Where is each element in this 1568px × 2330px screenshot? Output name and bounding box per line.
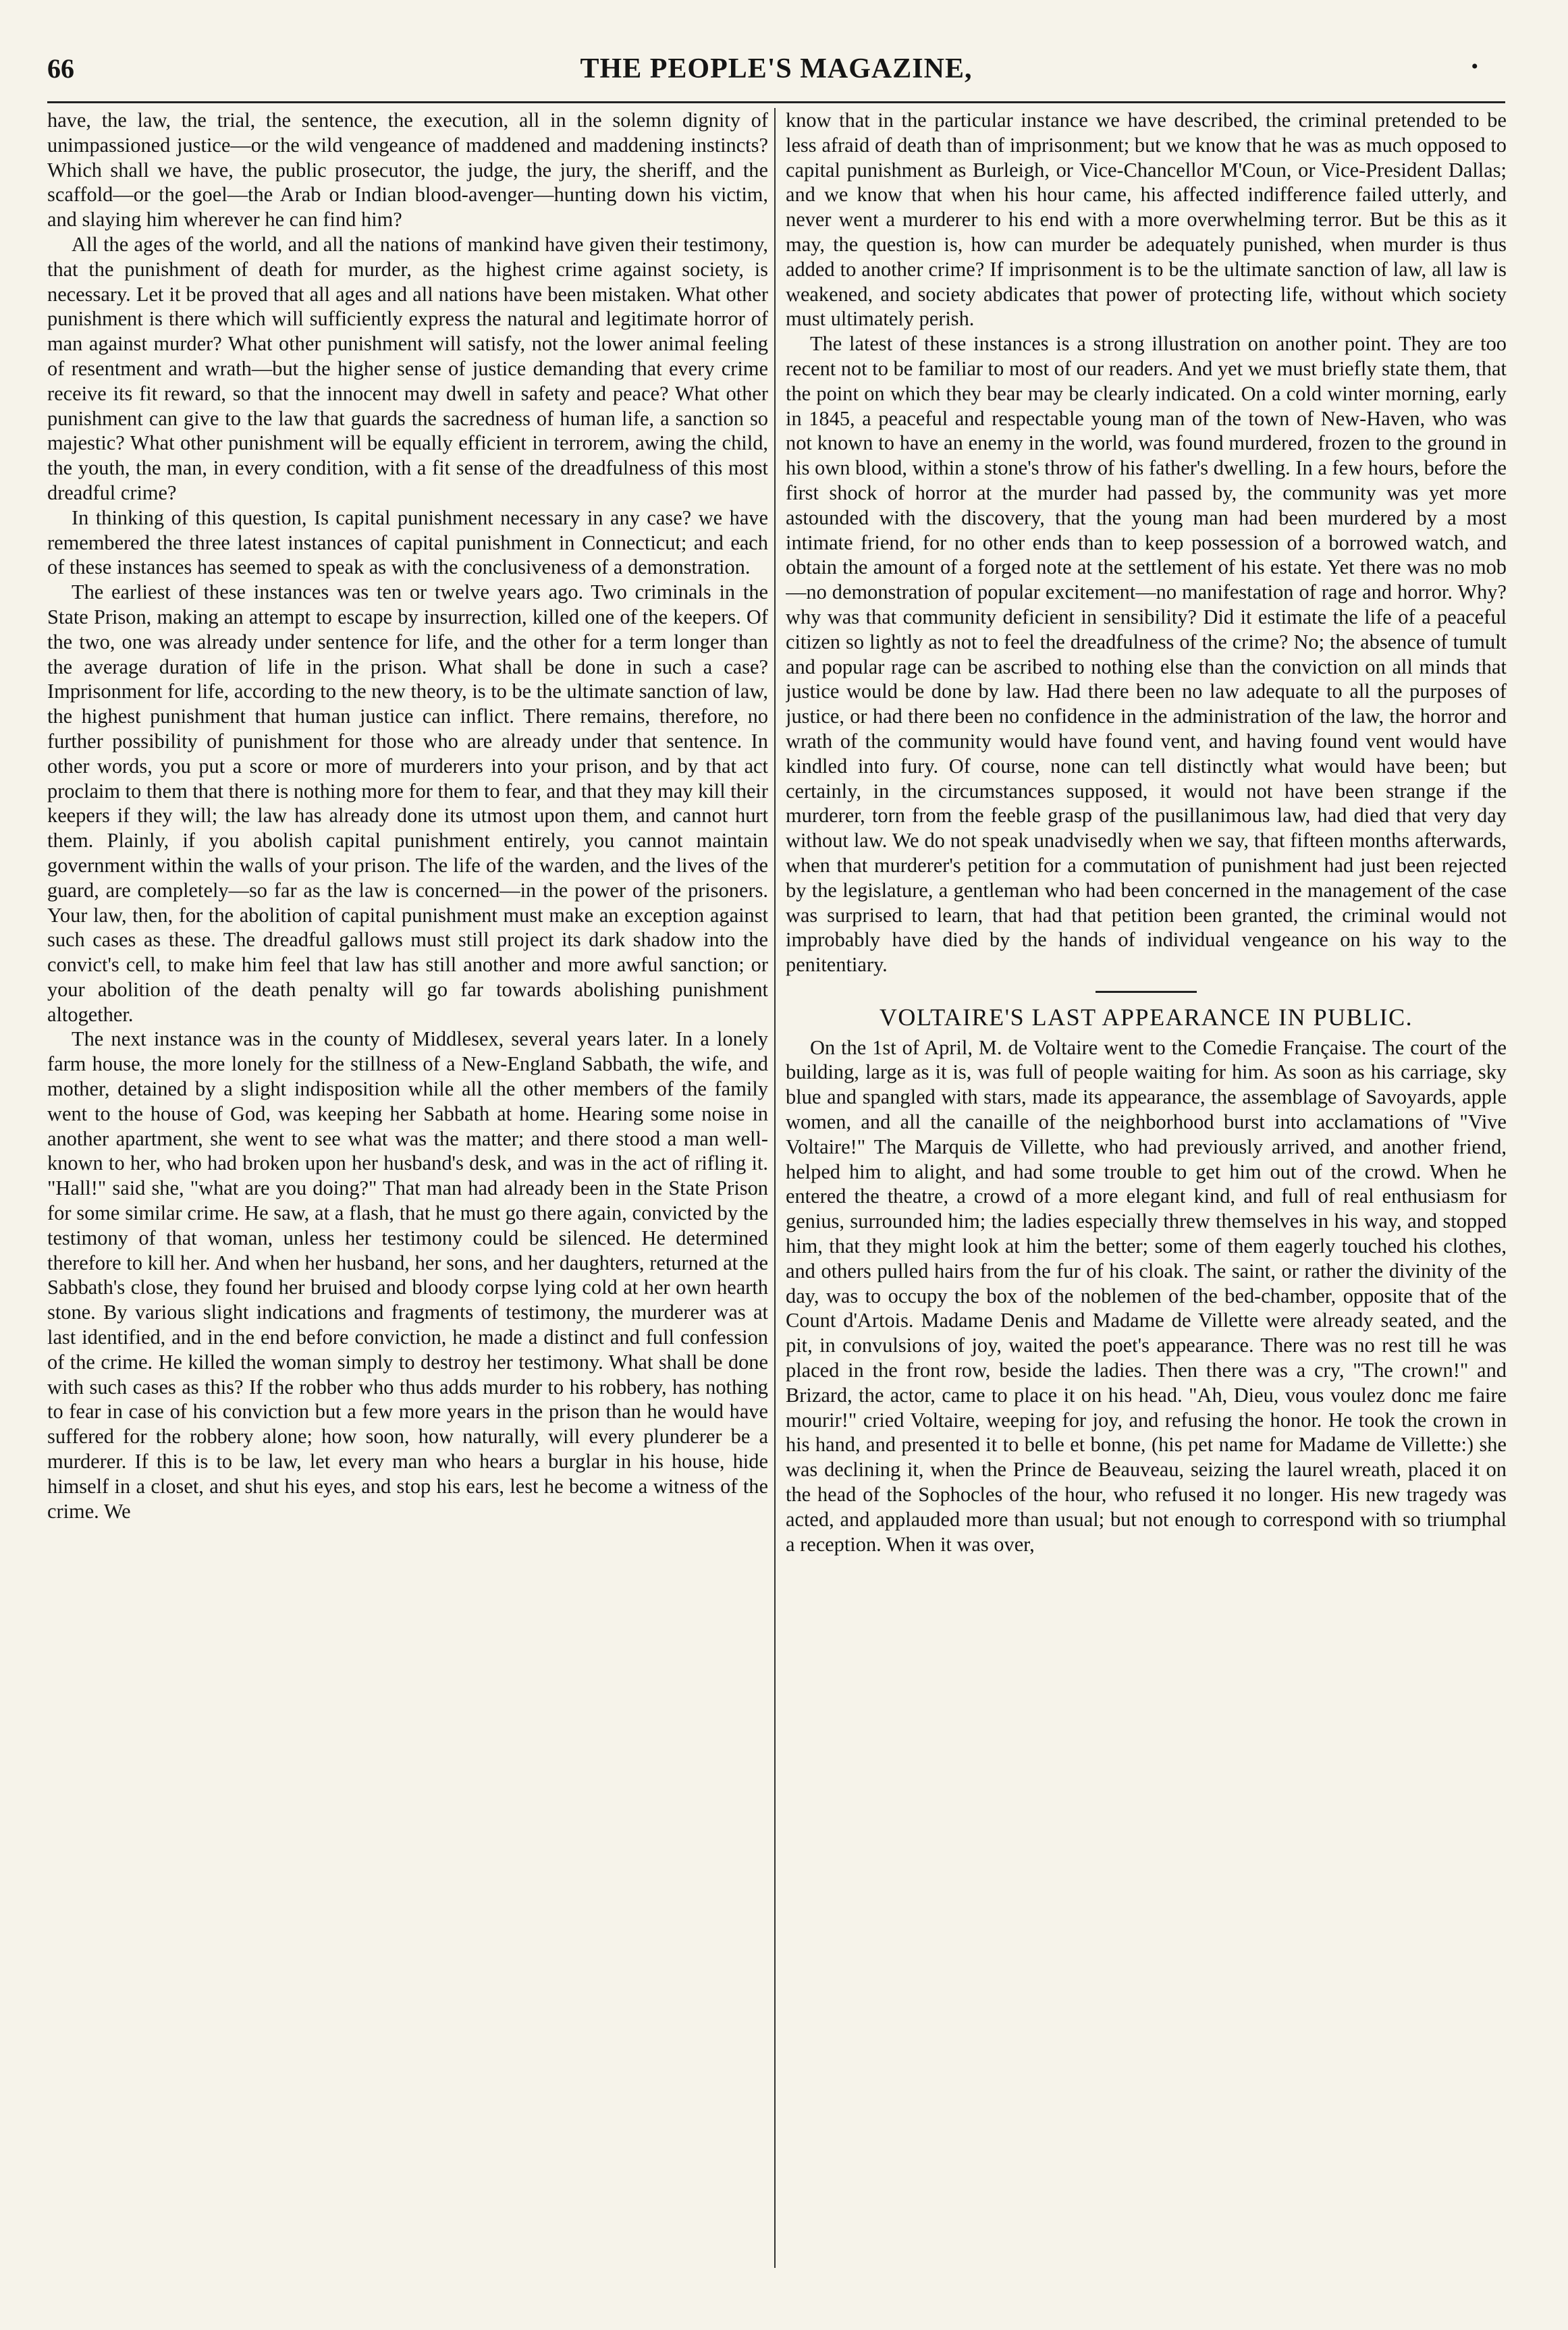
paragraph: The earliest of these instances was ten or twelve years ago. Two criminals in the State Prison, making an attempt to escape by insurrection, killed one of the keepers. Of the two, one was already under sentence for life, and the other for a term longer than the average duration of life in the prison. What shall be done in such a case? Imprisonment for life, according to the new theory, is to be the ultimate sanction of law, the highest punishment that human justice can inflict. There remains, therefore, no further possibility of punishment for those who are already under that sentence. In other words, you put a score or more of murderers into your prison, and by that act proclaim to them that there is nothing more for them to fear, and that they may kill their keepers if they will; the law has already done its utmost upon them, and cannot hurt them. Plainly, if you abolish capital punishment entirely, you cannot maintain government within the walls of your prison. The life of the warden, and the lives of the guard, are completely—so far as the law is concerned—in the power of the prisoners. Your law, then, for the abolition of capital punishment must make an exception against such cases as these. The dreadful gallows must still project its dark shadow into the convict's cell, to make him feel that law has still another and more awful sanction; or your abolition of the death penalty will go far towards abolishing punishment altogether. [47, 580, 768, 1026]
header-rule [47, 101, 1505, 103]
running-title: THE PEOPLE'S MAGAZINE, [580, 53, 973, 84]
left-column [47, 108, 768, 2281]
section-divider [1096, 991, 1197, 993]
paragraph: The next instance was in the county of Middlesex, several years later. In a lonely farm house, the more lonely for the stillness of a New-England Sabbath, the wife, and mother, detained by a slight indisposition while all the other members of the family went to the house of God, was keeping her Sabbath at home. Hearing some noise in another apartment, she went to see what was the matter; and there stood a man well-known to her, who had broken upon her husband's desk, and was in the act of rifling it. "Hall!" said she, "what are you doing?" That man had already been in the State Prison for some similar crime. He saw, at a flash, that he must go there again, convicted by the testimony of that woman, unless her testimony could be silenced. He determined therefore to kill her. And when her husband, her sons, and her daughters, returned at the Sabbath's close, they found her bruised and bloody corpse lying cold at her own hearth stone. By various slight indications and fragments of testimony, the murderer was at last identified, and in the end before conviction, he made a distinct and full confession of the crime. He killed the woman simply to destroy her testimony. What shall be done with such cases as this? If the robber who thus adds murder to his robbery, has nothing to fear in case of his conviction but a few more years in the prison than he would have suffered for the robbery alone; how soon, how naturally, will every plunderer be a murderer. If this is to be law, let every man who hears a burglar in his house, hide himself in a closet, and shut his eyes, and stop his ears, lest he become a witness of the crime. We [47, 1027, 768, 1523]
column-divider [774, 108, 776, 2268]
paragraph: All the ages of the world, and all the nations of mankind have given their testimony, that the punishment of death for murder, as the highest crime against society, is necessary. Let it be proved that all ages and all nations have been mistaken. What other punishment is there which will sufficiently express the natural and legitimate horror of man against murder? What other punishment will satisfy, not the lower animal feeling of resentment and wrath—but the higher sense of justice demanding that every crime receive its fit reward, so that the innocent may dwell in safety and peace? What other punishment can give to the law that guards the sacredness of human life, a sanction so majestic? What other punishment will be equally efficient in terrorem, awing the child, the youth, the man, in every condition, with a fit sense of the dreadfulness of this most dreadful crime? [47, 232, 768, 504]
header-ink-mark: • [1471, 55, 1478, 78]
paragraph: know that in the particular instance we have described, the criminal pretended to be less afraid of death than of imprisonment; but we know that he was as much opposed to capital punishment as Burleigh, or Vice-Chancellor M'Coun, or Vice-President Dallas; and we know that when his hour came, his affected indifference failed utterly, and never went a murderer to his end with a more overwhelming terror. But be this as it may, the question is, how can murder be adequately punished, when murder is thus added to another crime? If imprisonment is to be the ultimate sanction of law, all law is weakened, and society abdicates that power of protecting life, without which society must ultimately perish. [786, 109, 1507, 331]
article-title: VOLTAIRE'S LAST APPEARANCE IN PUBLIC. [879, 1003, 1413, 1031]
paragraph: In thinking of this question, Is capital punishment necessary in any case? we have remembered the three latest instances of capital punishment in Connecticut; and each of these instances has seemed to speak as with the conclusiveness of a demonstration. [47, 506, 768, 579]
paragraph: have, the law, the trial, the sentence, the execution, all in the solemn dignity of unimpassioned justice—or the wild vengeance of maddened and maddening instincts? Which shall we have, the public prosecutor, the judge, the jury, the sheriff, and the scaffold—or the goel—the Arab or Indian blood-avenger—hunting down his victim, and slaying him wherever he can find him? [47, 109, 768, 232]
page-number: 66 [47, 53, 74, 84]
paragraph: The latest of these instances is a strong illustration on another point. They are too recent not to be familiar to most of our readers. And yet we must briefly state them, that the point on which they bear may be clearly indicated. On a cold winter morning, early in 1845, a peaceful and respectable young man of the town of New-Haven, who was not known to have an enemy in the world, was found murdered, frozen to the ground in his own blood, within a stone's throw of his father's dwelling. In a few hours, before the first shock of horror at the murder had passed by, the community was yet more astounded with the discovery, that the young man had been murdered by a most intimate friend, for no other ends than to keep possession of a borrowed watch, and obtain the amount of a forged note at the settlement of his estate. Yet there was no mob—no demonstration of popular excitement—no manifestation of rage and horror. Why? why was that community deficient in sensibility? Did it estimate the life of a peaceful citizen so lightly as not to feel the dreadfulness of the crime? No; the absence of tumult and popular rage can be ascribed to nothing else than the conviction on all minds that justice would be done by law. Had there been no law adequate to all the purposes of justice, or had there been no confidence in the administration of the law, the horror and wrath of the community would have found vent, and having found vent would have kindled into fury. Of course, none can tell distinctly what would have been; but certainly, in the circumstances supposed, it would not have been strange if the murderer, torn from the feeble grasp of the pusillanimous law, had died that very day without law. We do not speak unadvisedly when we say, that fifteen months afterwards, when that murderer's petition for a commutation of punishment had just been rejected by the legislature, a gentleman who had been concerned in the management of the case was surprised to learn, that had that petition been granted, the criminal would not improbably have died by the hands of individual vengeance on his way to the penitentiary. [786, 332, 1507, 977]
right-column [786, 108, 1507, 2281]
paragraph: On the 1st of April, M. de Voltaire went to the Comedie Française. The court of the building, large as it is, was full of people waiting for him. As soon as his carriage, sky blue and spangled with stars, made its appearance, the assemblage of Savoyards, apple women, and all the canaille of the neighborhood burst into acclamations of "Vive Voltaire!" The Marquis de Villette, who had previously arrived, and another friend, helped him to alight, and had some trouble to get him out of the crowd. When he entered the theatre, a crowd of a more elegant kind, and full of real enthusiasm for genius, surrounded him; the ladies especially threw themselves in his way, and stopped him, that they might look at him the better; some of them eagerly touched his clothes, and others pulled hairs from the fur of his cloak. The saint, or rather the divinity of the day, was to occupy the box of the noblemen of the bed-chamber, opposite that of the Count d'Artois. Madame Denis and Madame de Villette were already seated, and the pit, in convulsions of joy, waited the poet's appearance. There was no rest till he was placed in the front row, beside the ladies. Then there was a cry, "The crown!" and Brizard, the actor, came to place it on his head. "Ah, Dieu, vous voulez donc me faire mourir!" cried Voltaire, weeping for joy, and refusing the honor. He took the crown in his hand, and presented it to belle et bonne, (his pet name for Madame de Villette:) she was declining it, when the Prince de Beauveau, seizing the laurel wreath, placed it on the head of the Sophocles of the hour, who refused it no longer. His new tragedy was acted, and applauded more than usual; but not enough to correspond with so triumphal a reception. When it was over, [786, 1035, 1507, 1556]
page-header [47, 53, 1505, 93]
